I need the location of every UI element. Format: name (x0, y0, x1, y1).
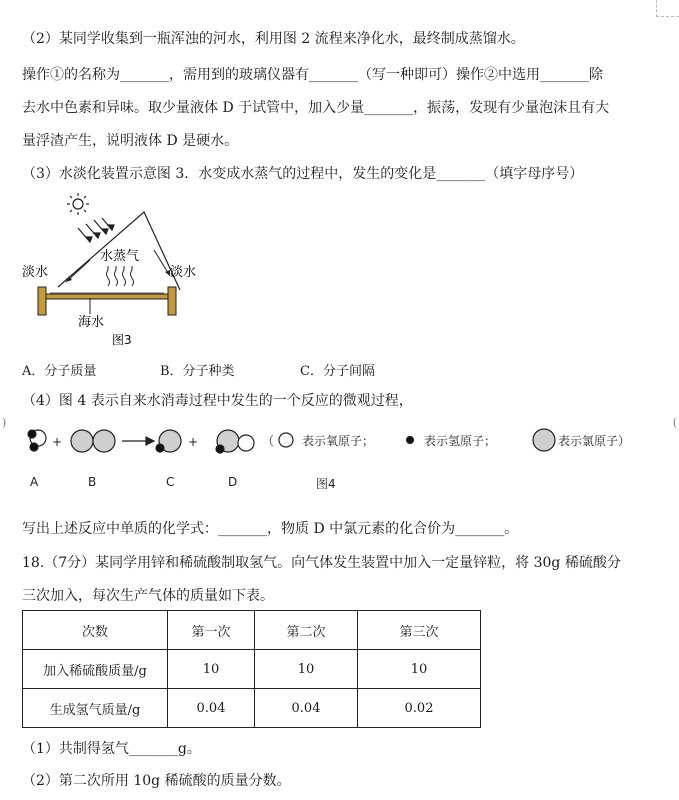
table-cell: 10 (255, 650, 358, 689)
plus-sign-1: + (52, 435, 63, 449)
sun-icon (67, 193, 89, 215)
q2-line-3: 去水中色素和异味。取少量液体 D 于试管中，加入少量_______，振荡，发现有少量泡沫且有大 (22, 100, 610, 116)
vapor-wiggles (107, 266, 134, 286)
sunlight-arrows (78, 218, 114, 242)
legend-chlorine-text: 表示氯原子） (558, 434, 631, 448)
q3-option-b: B．分子种类 (160, 364, 235, 379)
plus-sign-2: + (188, 435, 199, 449)
table-cell: 10 (358, 650, 481, 689)
q2-line-4: 量浮渣产生，说明液体 D 是硬水。 (22, 133, 239, 149)
q2-line-2: 操作①的名称为_______，需用到的玻璃仪器有_______（写一种即可）操作②中选用_______除 (22, 67, 603, 83)
legend-hydrogen-text: 表示氢原子； (424, 434, 497, 448)
label-sea-water: 海水 (78, 315, 105, 330)
q18-line-1: 18.（7分）某同学用锌和稀硫酸制取氢气。向气体发生装置中加入一定量锌粒，将 30g 稀硫酸分 (22, 555, 621, 571)
q18-line-2: 三次加入，每次生产气体的质量如下表。 (22, 588, 274, 604)
legend-open-paren: （ (262, 434, 275, 448)
hydrogen-data-table (22, 610, 481, 728)
molecule-a (28, 430, 46, 451)
molecule-b (71, 430, 115, 452)
legend-oxygen-icon (279, 433, 293, 447)
molecule-c (156, 430, 181, 452)
q2-line-1: （2）某同学收集到一瓶浑浊的河水，利用图 2 流程来净化水，最终制成蒸馏水。 (22, 31, 525, 47)
table-cell: 0.04 (255, 689, 358, 728)
q3-option-a: A．分子质量 (22, 364, 97, 379)
table-cell: 0.02 (358, 689, 481, 728)
legend-oxygen-text: 表示氧原子； (302, 434, 375, 448)
table-cell: 加入稀硫酸质量/g (23, 650, 168, 689)
q3-option-c: C．分子间隔 (300, 364, 375, 379)
label-d: D (228, 475, 238, 489)
trough-right-wall (168, 287, 176, 315)
table-cell: 10 (168, 650, 255, 689)
q18-sub-1: （1）共制得氢气_______g。 (22, 741, 201, 757)
q4-line-2: 写出上述反应中单质的化学式：_______，物质 D 中氯元素的化合价为_______。 (22, 521, 519, 537)
label-a: A (30, 475, 39, 489)
table-cell: 0.04 (168, 689, 255, 728)
trough-bottom (46, 294, 168, 299)
table-header-cell: 第一次 (168, 611, 255, 650)
q18-sub-2: （2）第二次所用 10g 稀硫酸的质量分数。 (22, 773, 291, 789)
right-edge-mark: ( (672, 416, 677, 429)
label-water-vapor: 水蒸气 (100, 249, 140, 264)
table-row (23, 689, 481, 728)
legend-chlorine-icon (533, 429, 555, 451)
q3-line-1: （3）水淡化装置示意图 3．水变成水蒸气的过程中，发生的变化是_______（填字母序号） (22, 166, 584, 182)
label-c: C (166, 475, 175, 489)
legend-hydrogen-icon (407, 437, 414, 444)
desalination-diagram (20, 190, 220, 350)
figure-3-caption: 图3 (112, 333, 132, 347)
table-header-cell: 第二次 (255, 611, 358, 650)
table-row (23, 650, 481, 689)
label-b: B (88, 475, 97, 489)
reaction-arrow-head (146, 437, 154, 445)
label-fresh-water-right: 淡水 (170, 265, 197, 280)
table-header-cell: 第三次 (358, 611, 481, 650)
q4-line-1: （4）图 4 表示自来水消毒过程中发生的一个反应的微观过程， (22, 393, 413, 409)
figure-4-caption: 图4 (316, 477, 336, 491)
label-fresh-water-left: 淡水 (22, 265, 49, 280)
left-edge-mark: ) (2, 416, 7, 429)
figure-3-desalination (20, 190, 220, 350)
reaction-diagram (0, 418, 679, 498)
table-header-row (23, 611, 481, 650)
table-cell: 生成氢气质量/g (23, 689, 168, 728)
molecule-d (216, 430, 254, 453)
table-header-cell: 次数 (23, 611, 168, 650)
trough-left-wall (38, 287, 46, 315)
page-corner-mark (656, 0, 679, 17)
figure-4-reaction (0, 418, 679, 498)
